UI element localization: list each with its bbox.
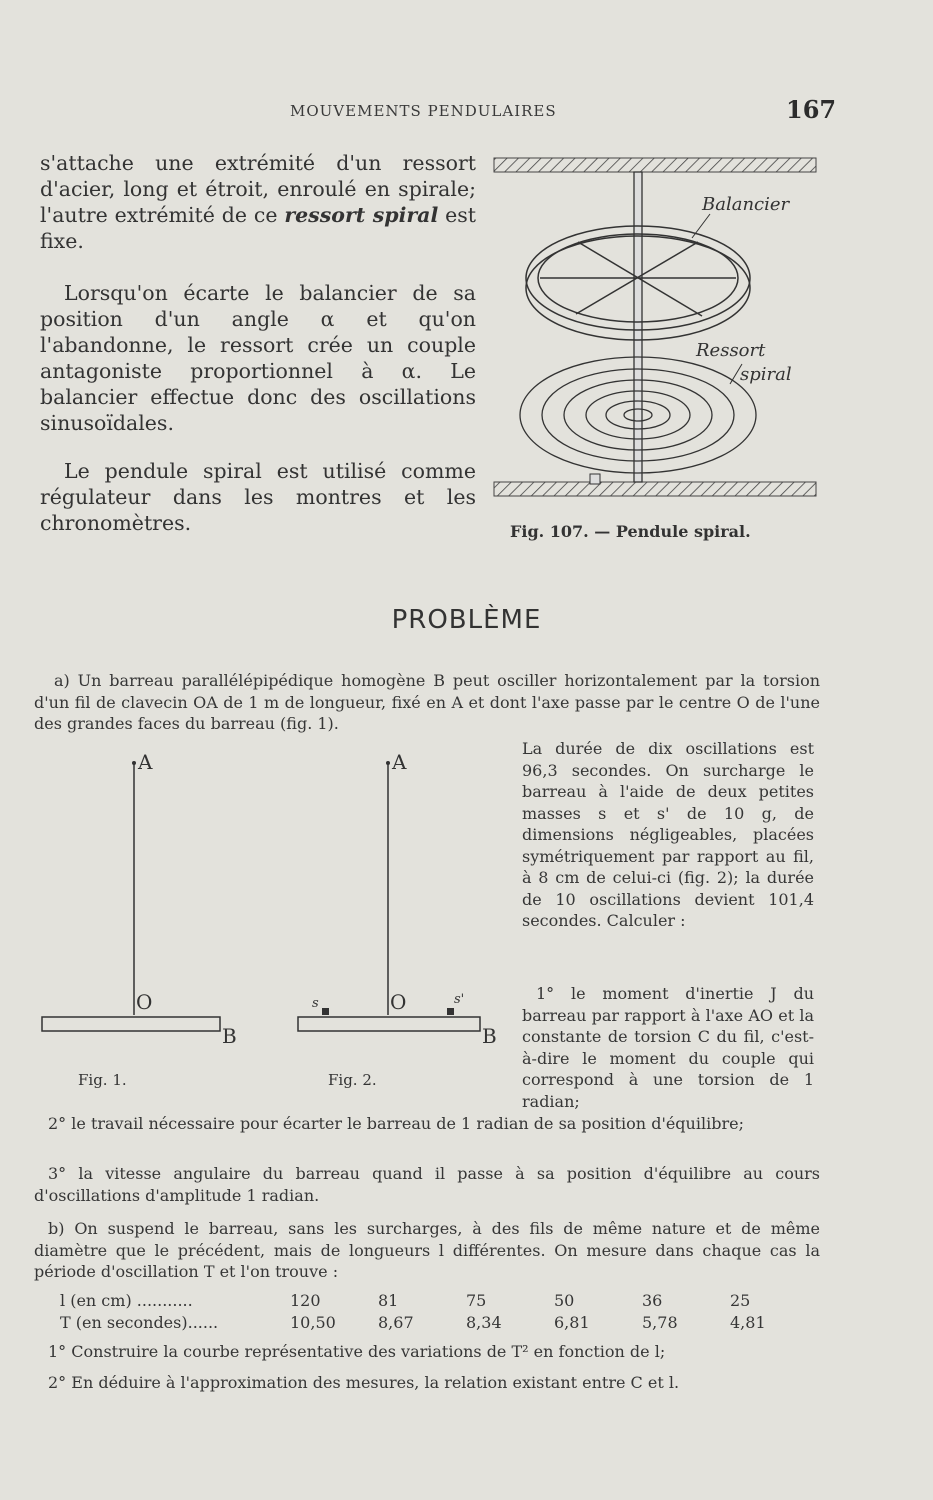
fig1-caption: Fig. 1. xyxy=(78,1071,127,1089)
intro-paragraph-2: Lorsqu'on écarte le balancier de sa position d'un angle α et qu'on l'abandonne, le ressort crée un couple antagoniste proportionnel à α. Le balancier effectue donc des oscillations sinusoïdales. xyxy=(40,281,476,435)
figures-1-2-torsion-pendulum xyxy=(30,745,510,1095)
table-cell: 75 xyxy=(466,1290,487,1310)
table-cell: 10,50 xyxy=(290,1312,336,1332)
figure-2 xyxy=(298,750,497,1089)
measurement-table xyxy=(60,1289,818,1333)
intro-paragraph-1-end: est fixe. xyxy=(40,203,476,253)
fig2-label-s-prime: s' xyxy=(454,992,465,1007)
fig1-bar xyxy=(42,1017,220,1031)
problem-heading: PROBLÈME xyxy=(391,605,542,635)
table-cell: 120 xyxy=(290,1290,321,1310)
table-cell: 36 xyxy=(642,1290,663,1310)
problem-a-question-2: 2° le travail nécessaire pour écarter le barreau de 1 radian de sa position d'équilibre; xyxy=(48,1114,744,1133)
bottom-support-hatch xyxy=(494,482,816,496)
fig2-mass-s-prime xyxy=(447,1008,454,1015)
problem-a-intro: a) Un barreau parallélépipédique homogène B peut osciller horizontalement par la torsion d'un fil de clavecin OA de 1 m de longueur, fixé en A et dont l'axe passe par le centre O de l'une des grandes faces du barreau (fig. 1). xyxy=(34,671,820,733)
intro-paragraph-1 xyxy=(40,150,476,254)
table-row-length xyxy=(60,1289,818,1311)
label-balancier: Balancier xyxy=(702,194,790,215)
fig2-point-a xyxy=(386,761,390,765)
table-cell: 50 xyxy=(554,1290,575,1310)
fig2-label-a: A xyxy=(392,750,407,774)
table-row-label: l (en cm) ........... xyxy=(60,1290,193,1310)
fig1-label-o: O xyxy=(136,990,153,1014)
table-cell: 6,81 xyxy=(554,1312,590,1332)
top-support-hatch xyxy=(494,158,816,172)
figure-1 xyxy=(42,750,237,1089)
fig2-bar xyxy=(298,1017,480,1031)
table-cell: 8,67 xyxy=(378,1312,414,1332)
figure-107-caption: Fig. 107. — Pendule spiral. xyxy=(510,522,751,541)
intro-paragraph-3: Le pendule spiral est utilisé comme régulateur dans les montres et les chronomètres. xyxy=(40,459,476,535)
table-cell: 25 xyxy=(730,1290,751,1310)
figure-107-spiral-pendulum xyxy=(492,150,822,510)
page-number: 167 xyxy=(786,95,837,124)
fig1-label-b: B xyxy=(222,1024,237,1048)
problem-a-question-1: 1° le moment d'inertie J du barreau par rapport à l'axe AO et la constante de torsion C du fil, c'est-à-dire le moment du couple qui correspond à une torsion de 1 radian; xyxy=(522,984,814,1111)
fig2-label-o: O xyxy=(390,990,407,1014)
spring-fixed-end xyxy=(590,474,600,484)
fig2-mass-s xyxy=(322,1008,329,1015)
fig2-label-b: B xyxy=(482,1024,497,1048)
problem-b-intro: b) On suspend le barreau, sans les surcharges, à des fils de même nature et de même diamètre que le précédent, mais de longueurs l différentes. On mesure dans chaque cas la période d'oscillation T et l'on trouve : xyxy=(34,1219,820,1281)
balance-axle xyxy=(634,172,642,482)
fig1-label-a: A xyxy=(138,750,153,774)
intro-paragraph-1-emphasis: ressort spiral xyxy=(284,203,439,227)
table-cell: 8,34 xyxy=(466,1312,502,1332)
intro-paragraph-1-start: s'attache une extrémité d'un ressort d'acier, long et étroit, enroulé en spirale; l'autre extrémité de ce xyxy=(40,151,476,227)
problem-b-question-2: 2° En déduire à l'approximation des mesures, la relation existant entre C et l. xyxy=(48,1373,680,1392)
table-cell: 5,78 xyxy=(642,1312,678,1332)
problem-a-description: La durée de dix oscillations est 96,3 secondes. On surcharge le barreau à l'aide de deux petites masses s et s' de 10 g, de dimensions négligeables, placées symétriquement par rapport au fil, à 8 cm de celui-ci (fig. 2); la durée de 10 oscillations devient 101,4 secondes. Calculer : xyxy=(522,739,814,930)
table-row-label: T (en secondes)...... xyxy=(60,1312,219,1332)
fig2-caption: Fig. 2. xyxy=(328,1071,377,1089)
label-spiral: spiral xyxy=(740,364,792,385)
label-ressort: Ressort xyxy=(696,340,766,361)
fig2-label-s: s xyxy=(312,996,319,1011)
problem-b-question-1: 1° Construire la courbe représentative des variations de T² en fonction de l; xyxy=(48,1342,666,1361)
problem-a-question-3: 3° la vitesse angulaire du barreau quand il passe à sa position d'équilibre au cours d'oscillations d'amplitude 1 radian. xyxy=(34,1164,820,1205)
table-cell: 4,81 xyxy=(730,1312,766,1332)
running-header: MOUVEMENTS PENDULAIRES xyxy=(290,102,557,120)
table-row-period xyxy=(60,1311,818,1333)
table-cell: 81 xyxy=(378,1290,399,1310)
fig1-point-a xyxy=(132,761,136,765)
